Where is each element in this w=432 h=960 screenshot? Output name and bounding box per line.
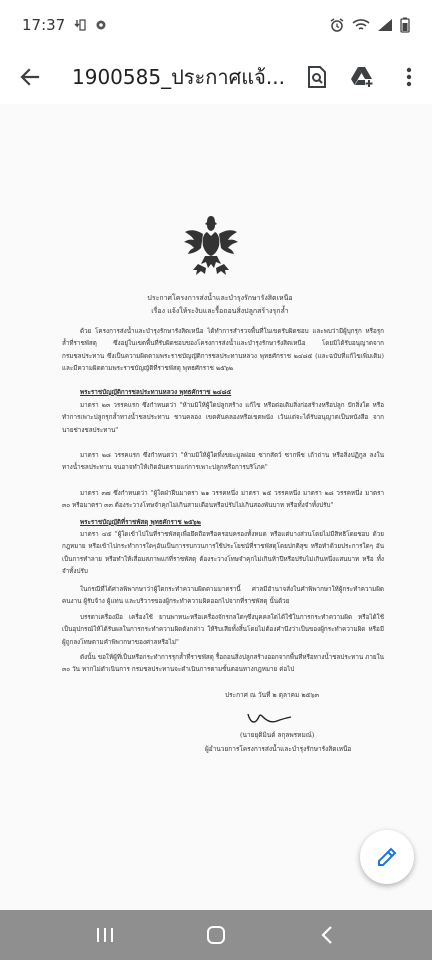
home-icon [205, 924, 227, 946]
law1-section28: มาตรา ๒๘ วรรคแรก ซึ่งกำหนดว่า "ห้ามมิให้ผู้ใดทิ้งขยะมูลฝอย ซากสัตว์ ซากพืช เถ้าถ่าน หรือสิ่งปฏิกูล ลงในทางน้ำชลประทาน จนอาจทำให้เกิดอันตรายแก่การเพาะปลูกหรือการบริโภค" [62, 452, 384, 472]
signature-icon [245, 710, 295, 726]
recent-apps-button[interactable] [75, 910, 135, 960]
recent-apps-icon [95, 926, 115, 944]
alarm-icon [329, 17, 345, 33]
edit-pencil-icon [376, 846, 398, 868]
add-to-drive-icon [350, 66, 376, 88]
signer-name: (นายยุติมินต์ ลกุลพรหมณ์) [240, 731, 315, 739]
law1-section23: มาตรา ๒๓ วรรคแรก ซึ่งกำหนดว่า "ห้ามมิให้ผู้ใดปลูกสร้าง แก้ไข หรือต่อเติมสิ่งก่อสร้างหรือปลูก ปักสิ่งใด หรือทำการเพาะปลูกรุกล้ำทางน้ำชลประทาน ชานคลอง เขตคันคลองหรือเขตพนัง เว้นแต่จะได้รับอนุญาตเป็นหนังสือ จากนายช่างชลประทาน" [62, 402, 384, 434]
status-time: 17:37 [22, 16, 66, 34]
more-options-button[interactable] [386, 50, 432, 104]
law1-section37: มาตรา ๓๗ ซึ่งกำหนดว่า "ผู้ใดฝ่าฝืนมาตรา ๒๑ วรรคหนึ่ง มาตรา ๒๕ วรรคหนึ่ง มาตรา ๒๘ วรรคหนึ่ง มาตรา ๓๐ หรือมาตรา ๓๓ ต้องระวางโทษจำคุกไม่เกินสามเดือนหรือปรับไม่เกินสองพันบาท หรือทั้งจำทั้งปรับ" [62, 490, 384, 510]
announcement-heading: ประกาศโครงการส่งน้ำและบำรุงรักษารังสิตเหนือ [147, 294, 293, 302]
closing-paragraph: ดังนั้น ขอให้ผู้ที่เป็นหรือกระทำการรุกล้ำที่ราชพัสดุ รื้อถอนสิ่งปลูกสร้างออกจากพื้นที่หรือทางน้ำชลประทาน ภายใน ๓๐ วัน หากไม่ดำเนินการ กรมชลประทานจะดำเนินการตามขั้นตอนทางกฎหมาย ต่อไป [62, 654, 384, 674]
law1-title: พระราชบัญญัติการชลประทานหลวง พุทธศักราช ๒๔๘๕ [80, 389, 232, 396]
wifi-icon [352, 18, 370, 32]
downloads-notification-icon [73, 18, 87, 32]
garuda-emblem-icon [181, 212, 241, 278]
law2-confiscation: บรรดาเครื่องมือ เครื่องใช้ ยานพาหนะหรือเครื่องจักรกลใดๆซึ่งบุคคลใดได้ใช้ในการกระทำความผิด หรือได้ใช้ เป็นอุปกรณ์ให้ได้รับผลในการกระทำความผิดดังกล่าว ให้ริบเสียทั้งสิ้นโดยไม่ต้องคำนึงว่าเป็นของผู้กระทำความผิด หรือมี ผู้ถูกลงโทษตามคำพิพากษาของศาลหรือไม่" [62, 614, 384, 646]
signer-title: ผู้อำนวยการโครงการส่งน้ำและบำรุงรักษารังสิตเหนือ [205, 745, 352, 753]
app-bar [0, 50, 432, 104]
add-to-drive-button[interactable] [340, 50, 386, 104]
intro-paragraph: ด้วย โครงการส่งน้ำและบำรุงรักษารังสิตเหนือ ได้ทำการสำรวจพื้นที่ในเขตรับผิดชอบ และพบว่ามีผู้บุกรุก หรือรุกล้ำที่ราชพัสดุ ซึ่งอยู่ในเขตพื้นที่รับผิดชอบของโครงการส่งน้ำและบำรุงรักษารังสิตเหนือ โดยมิได้รับอนุญาตจาก กรมชลประทาน ซึ่งเป็นความผิดตามพระราชบัญญัติการชลประทานหลวง พุทธศักราช ๒๔๘๕ (และฉบับที่แก้ไขเพิ่มเติม) และมีความผิดตามพระราชบัญญัติที่ราชพัสดุ พุทธศักราช ๒๕๖๒ [62, 328, 384, 372]
announcement-date: ประกาศ ณ วันที่ ๒ ตุลาคม ๒๕๖๓ [225, 691, 320, 699]
status-bar [0, 0, 432, 50]
law2-court-order: ในกรณีที่ได้ศาลพิพากษาว่าผู้ใดกระทำความผิดตามมาตรานี้ ศาลมีอำนาจสั่งในคำพิพากษาให้ผู้กระทำความผิด คนงาน ผู้รับจ้าง ผู้แทน และบริวารของผู้กระทำความผิดออกไปจากที่ราชพัสดุ นั้นด้วย [62, 586, 384, 606]
back-chevron-icon [320, 925, 334, 945]
announcement-subject: เรื่อง แจ้งให้ระงับและรื้อถอนสิ่งปลูกสร้างรุกล้ำ [151, 307, 289, 315]
law2-section45: มาตรา ๔๕ "ผู้ใดเข้าไปในที่ราชพัสดุเพื่อยึดถือหรือครอบครองทั้งหมด หรือแต่บางส่วนโดยไม่มีสิทธิโดยชอบ ด้วยกฎหมาย หรือเข้าไปกระทำการใดๆอันเป็นการรบกวนการใช้ประโยชน์ที่ราชพัสดุโดยปกติสุข หรือทำด้วยประการใดๆ อันเป็นการทำลาย หรือทำให้เสื่อมสภาพแก่ที่ราชพัสดุ ต้องระวางโทษจำคุกไม่เกินห้าปีหรือปรับไม่เกินหนึ่งแสนบาท หรือ ทั้งจำทั้งปรับ [62, 531, 384, 575]
battery-icon [400, 17, 410, 33]
system-navigation-bar [0, 910, 432, 960]
back-nav-button[interactable] [297, 910, 357, 960]
arrow-back-icon [19, 66, 41, 88]
home-button[interactable] [186, 910, 246, 960]
document-page [0, 104, 432, 910]
back-button[interactable] [0, 50, 60, 104]
search-in-document-icon [306, 65, 328, 89]
search-in-document-button[interactable] [294, 50, 340, 104]
law2-title: พระราชบัญญัติที่ราชพัสดุ พุทธศักราช ๒๕๖๒ [80, 519, 201, 526]
document-viewer[interactable] [0, 104, 432, 910]
signal-icon [377, 18, 393, 32]
edit-button[interactable] [360, 830, 414, 884]
document-title: 1900585_ประกาศแจ้... [72, 65, 285, 89]
notification-dot-icon [95, 19, 107, 31]
more-vert-icon [406, 66, 412, 88]
